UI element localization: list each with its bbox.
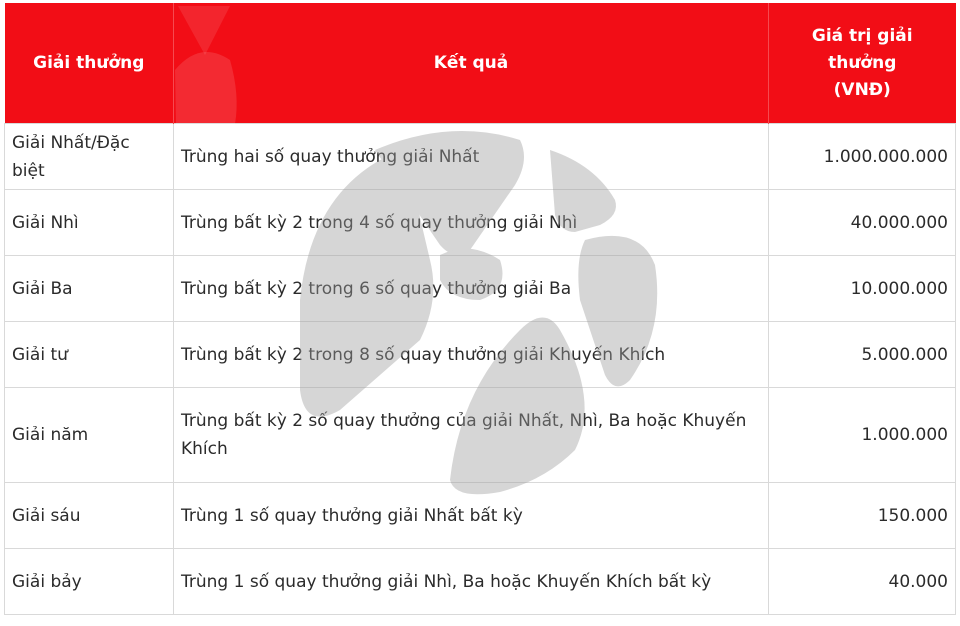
cell-result: Trùng 1 số quay thưởng giải Nhì, Ba hoặc Khuyến Khích bất kỳ: [174, 549, 769, 615]
cell-value: 40.000.000: [769, 190, 956, 256]
cell-prize: Giải Nhì: [5, 190, 174, 256]
cell-result: Trùng bất kỳ 2 trong 6 số quay thưởng giải Ba: [174, 256, 769, 322]
cell-result: Trùng bất kỳ 2 trong 4 số quay thưởng giải Nhì: [174, 190, 769, 256]
header-prize: Giải thưởng: [5, 3, 174, 124]
header-value-text: Giá trị giải thưởng (VNĐ): [811, 25, 913, 100]
header-value: [769, 3, 956, 124]
cell-prize: Giải sáu: [5, 483, 174, 549]
table-row: [5, 256, 956, 322]
cell-prize: Giải tư: [5, 322, 174, 388]
table-row: [5, 549, 956, 615]
cell-value: 5.000.000: [769, 322, 956, 388]
cell-value: 10.000.000: [769, 256, 956, 322]
cell-result: Trùng 1 số quay thưởng giải Nhất bất kỳ: [174, 483, 769, 549]
table-row: [5, 388, 956, 483]
header-result: Kết quả: [174, 3, 769, 124]
cell-prize: Giải bảy: [5, 549, 174, 615]
table-header-row: [5, 3, 956, 124]
prize-table: [4, 3, 956, 615]
cell-value: 40.000: [769, 549, 956, 615]
table-row: [5, 483, 956, 549]
cell-value: 1.000.000.000: [769, 124, 956, 190]
cell-prize: Giải Nhất/Đặc biệt: [5, 124, 174, 190]
cell-result: Trùng bất kỳ 2 số quay thưởng của giải Nhất, Nhì, Ba hoặc Khuyến Khích: [174, 388, 769, 483]
cell-result: Trùng hai số quay thưởng giải Nhất: [174, 124, 769, 190]
cell-value: 150.000: [769, 483, 956, 549]
table-row: [5, 124, 956, 190]
cell-value: 1.000.000: [769, 388, 956, 483]
cell-prize: Giải Ba: [5, 256, 174, 322]
cell-prize: Giải năm: [5, 388, 174, 483]
table-row: [5, 190, 956, 256]
cell-result: Trùng bất kỳ 2 trong 8 số quay thưởng giải Khuyến Khích: [174, 322, 769, 388]
table-row: [5, 322, 956, 388]
